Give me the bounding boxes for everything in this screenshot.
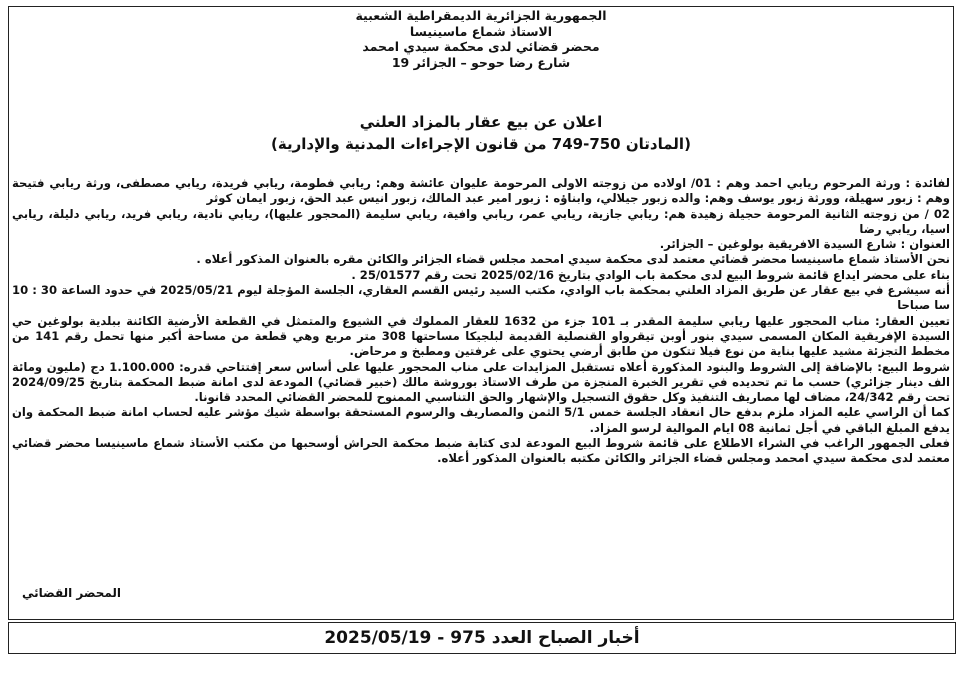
announcement-title-block <box>0 111 962 155</box>
auction-date-paragraph: أنه سيشرع في بيع عقار عن طريق المزاد العلني بمحكمة باب الوادي، مكتب السيد رئيس القسم العقاري، الجلسة المؤجلة ليوم 2025/05/21 في حدود الساعة 30 : 10 سا صباحا <box>12 283 950 313</box>
bailiff-paragraph: نحن الأستاذ شماع ماسينيسا محضر قضائي معتمد لدى محكمة سيدي امحمد مجلس قضاء الجزائر والكائن مقره بالعنوان المذكور أعلاه . <box>196 252 950 267</box>
announcement-title: اعلان عن بيع عقار بالمزاد العلني <box>359 113 603 131</box>
address-paragraph: العنوان : شارع السيدة الافريقية بولوغين – الجزائر. <box>659 237 950 252</box>
announcement-body <box>12 176 950 467</box>
announcement-subtitle: (المادتان 750-749 من قانون الإجراءات المدنية والإدارية) <box>271 135 691 153</box>
signature: المحضر القضائي <box>22 586 122 600</box>
issuer-header <box>0 8 962 70</box>
bailiff-name: الاستاذ شماع ماسينيسا <box>409 23 553 39</box>
payment-paragraph: كما أن الراسي عليه المزاد ملزم بدفع حال انعقاد الجلسة خمس 5/1 الثمن والمصاريف والرسوم المستحقة بواسطة شيك مؤشر عليه لحساب امانة ضبط المحكمة وان يدفع المبلغ الباقي في أجل ثمانية 08 ايام الموالية لرسو المزاد. <box>12 405 950 435</box>
property-paragraph: تعيين العقار: مناب المحجور عليها ريابي سليمة المقدر بـ 101 جزء من 1632 للعقار المملوك في الشيوع والمتمثل في القطعة الأرضية الكائنة ببلدية بولوغين حي السيدة الإفريقية المكان المسمى سيدي بنور أوبن تيقرواو القنصلية القديمة لبلجيكا مساحتها 308 متر مربع وهي قطعة من مساحة أكبر منها تحمل رقم 141 من مخطط التجزئة مشيد عليها بناية من نوع فيلا تتكون من طابق أرضي يحتوي على غرفتين ومطبخ و مرحاض. <box>12 313 950 359</box>
public-notice-paragraph: فعلى الجمهور الراغب في الشراء الاطلاع على قائمة شروط البيع المودعة لدى كتابة ضبط محكمة الحراش أوسحبها من مكتب الأستاذ شماع ماسينيسا محضر قضائي معتمد لدى محكمة سيدي امحمد ومجلس قضاء الجزائر والكائن مكتبه بالعنوان المذكور أعلاه. <box>12 436 950 466</box>
bailiff-address: 19 شارع رضا حوحو – الجزائر <box>391 54 571 70</box>
bailiff-office: محضر قضائي لدى محكمة سيدي امحمد <box>362 39 600 54</box>
republic-line: الجمهورية الجزائرية الديمقراطية الشعبية <box>355 8 607 23</box>
newspaper-footer: أخبار الصباح العدد 975 - 2025/05/19 <box>8 622 956 654</box>
deposit-paragraph: بناء على محضر ايداع قائمة شروط البيع لدى محكمة باب الوادي بتاريخ 2025/02/16 تحت رقم 25/01577 . <box>351 267 950 282</box>
beneficiaries-paragraph: لفائدة : ورثة المرحوم ريابي احمد وهم : 01/ اولاده من زوجته الاولى المرحومة عليوان عائشة وهم: ريابي فطومة، ريابي فريدة، ريابي مصطفى، ورثة ريابي فتيحة وهم : زبور سهيلة، وورثة زبور يوسف وهم: والده زبور جيلالي، وابناؤه : زبور امير عبد المالك، زبور انيس عبد الحق، زبور ايمان كوثر <box>12 176 951 206</box>
sale-conditions-paragraph: شروط البيع: بالإضافة إلى الشروط والبنود المذكورة أعلاه تستقبل المزايدات على مناب المحجور عليها على أساس سعر إفتتاحي قدره: 1.100.000 دج (مليون ومائة الف دينار جزائري) حسب ما تم تحديده في تقرير الخبرة المنجزة من طرف الاستاذ بوروشة مالك (خبير قضائي) المودعة لدى امانة ضبط المحكمة بتاريخ 2024/09/25 تحت رقم 24/342، مضاف لها مصاريف التنفيذ وكل حقوق التسجيل والإشهار والحق التناسبي الممنوح للمحضر القضائي المحدد قانونا. <box>12 359 950 405</box>
second-heirs-paragraph: 02 / من زوجته الثانية المرحومة حجيلة زهيدة هم: ريابي جازية، ريابي عمر، ريابي وافية، ريابي سليمة (المحجور عليها)، ريابي نادية، ريابي فريد، ريابي دليلة، ريابي اسيا، ريابي رضا <box>12 206 950 236</box>
